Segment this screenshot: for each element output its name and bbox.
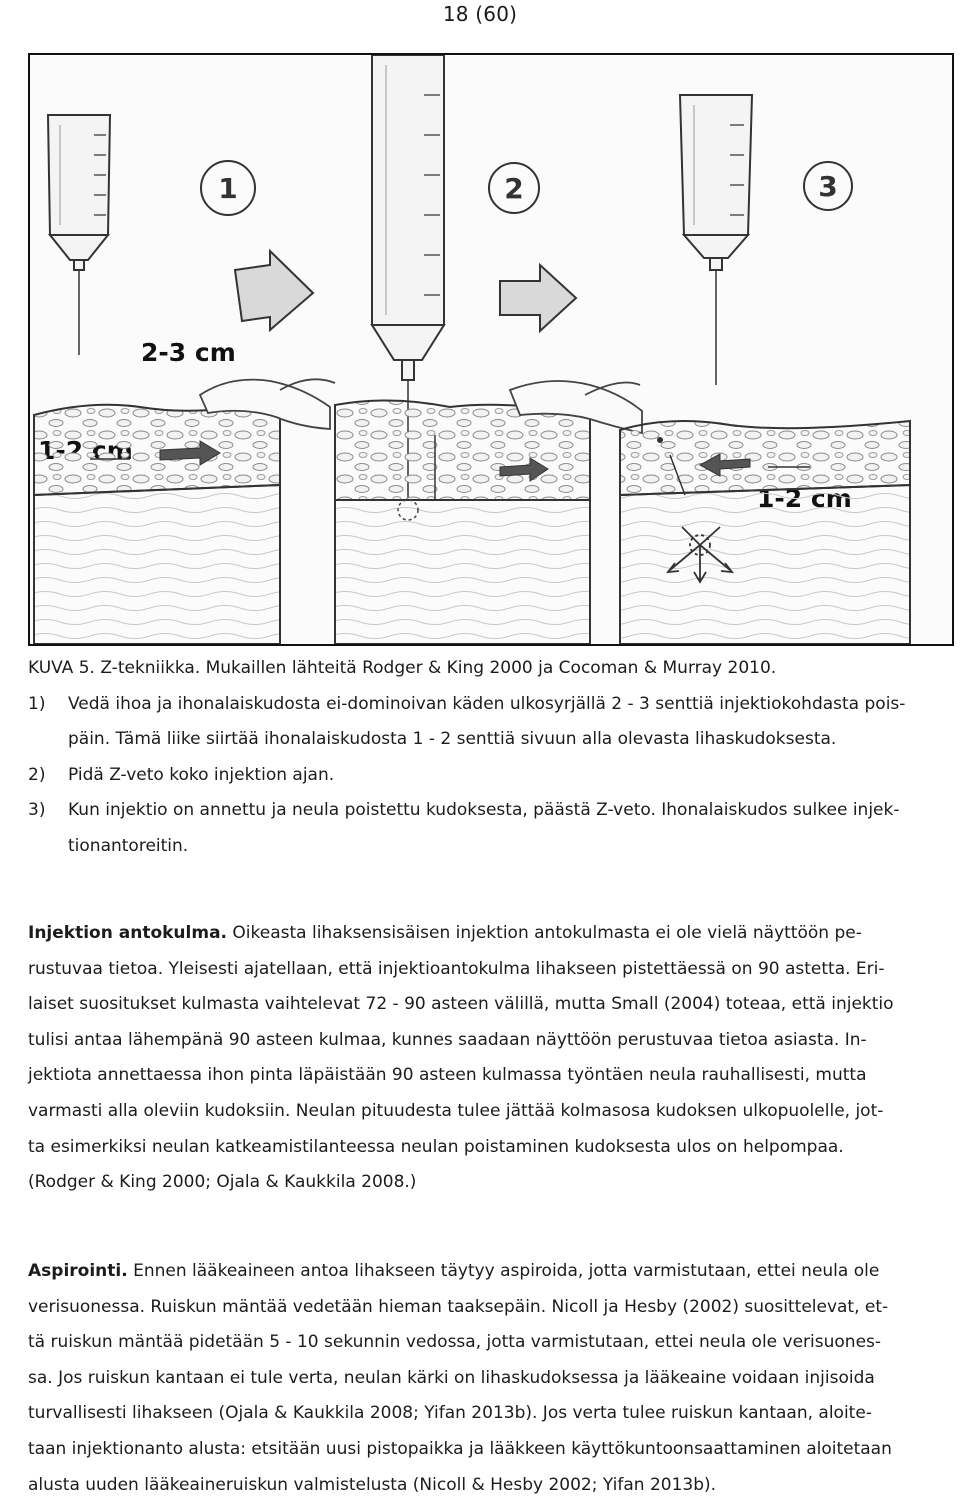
caption-title: KUVA 5. Z-tekniikka. Mukaillen lähteitä Rodger & King 2000 ja Cocoman & Murray 2010.	[28, 658, 777, 678]
caption-step-1	[28, 687, 938, 758]
injection-angle-line-5: jektiota annettaessa ihon pinta läpäistään 90 asteen kulmassa työntäen neula rauhallisesti, mutta	[28, 1065, 867, 1086]
injection-angle-line-6: varmasti alla oleviin kudoksiin. Neulan pituudesta tulee jättää kolmasosa kudoksen ulkopuolelle, jot-	[28, 1100, 884, 1121]
aspiration-line-1: Ennen lääkeaineen antoa lihakseen täytyy aspiroida, jotta varmistutaan, ettei neula ole	[133, 1261, 880, 1281]
figure-caption	[28, 651, 938, 865]
measure-label-2-3cm: 2-3 cm	[141, 338, 236, 367]
heading-injection-angle: Injektion antokulma.	[28, 923, 228, 943]
page-number: 18 (60)	[442, 2, 518, 26]
aspiration-line-5: turvallisesti lihakseen (Ojala & Kaukkila 2008; Yifan 2013b). Jos verta tulee ruiskun kantaan, aloite-	[28, 1403, 872, 1424]
step-3-label: 3	[818, 170, 838, 203]
step-1-marker	[201, 161, 255, 215]
paragraph-injection-angle	[28, 916, 940, 1201]
syringe-1-icon	[48, 115, 110, 355]
caption-step-1-line-2: päin. Tämä liike siirtää ihonalaiskudosta 1 - 2 senttiä sivuun alla olevasta lihaskudoksesta.	[68, 729, 837, 750]
caption-step-3-line-2: tionantoreitin.	[68, 835, 189, 856]
injection-angle-line-1: Oikeasta lihaksensisäisen injektion antokulmasta ei ole vielä näyttöön pe-	[232, 923, 862, 943]
caption-step-3-number: 3)	[28, 800, 46, 821]
tissue-block-1	[34, 400, 280, 644]
aspiration-line-3: tä ruiskun mäntää pidetään 5 - 10 sekunnin vedossa, jotta varmistutaan, ettei neula ole verisuones-	[28, 1332, 882, 1353]
syringe-3-icon	[680, 95, 752, 385]
step-2-label: 2	[504, 172, 524, 205]
aspiration-line-2: verisuonessa. Ruiskun mäntää vedetään hieman taaksepäin. Nicoll ja Hesby (2002) suosittelevat, et-	[28, 1296, 889, 1317]
step-3-marker	[804, 162, 852, 210]
caption-step-2-number: 2)	[28, 764, 46, 785]
caption-step-2-line-1: Pidä Z-veto koko injektion ajan.	[68, 764, 335, 785]
injection-angle-line-3: laiset suositukset kulmasta vaihtelevat 72 - 90 asteen välillä, mutta Small (2004) toteaa, että injektio	[28, 994, 894, 1015]
injection-angle-line-2: rustuvaa tietoa. Yleisesti ajatellaan, että injektioantokulma lihakseen pistettäessä on 90 astetta. Eri-	[28, 958, 885, 979]
aspiration-line-4: sa. Jos ruiskun kantaan ei tule verta, neulan kärki on lihaskudoksessa ja lääkeaine voidaan injisoida	[28, 1367, 875, 1388]
caption-step-3	[28, 793, 938, 864]
tissue-block-2	[335, 400, 590, 644]
paragraph-aspiration	[28, 1254, 940, 1503]
heading-aspiration: Aspirointi.	[28, 1261, 128, 1281]
injection-angle-line-4: tulisi antaa lähempänä 90 asteen kulmaa, kunnes saadaan näyttöön perustuvaa tietoa asiasta. In-	[28, 1029, 867, 1050]
injection-angle-line-8: (Rodger & King 2000; Ojala & Kaukkila 2008.)	[28, 1172, 417, 1193]
arrow-2-to-3-icon	[500, 265, 576, 331]
aspiration-line-6: taan injektionanto alusta: etsitään uusi pistopaikka ja lääkkeen käyttökuntoonsaattaminen aloitetaan	[28, 1438, 892, 1459]
caption-step-3-line-1: Kun injektio on annettu ja neula poistettu kudoksesta, päästä Z-veto. Ihonalaiskudos sulkee injek-	[68, 800, 900, 821]
step-1-label: 1	[218, 172, 238, 205]
step-2-marker	[489, 163, 539, 213]
z-technique-illustration	[28, 53, 954, 646]
caption-step-2	[28, 758, 938, 794]
caption-step-1-line-1: Vedä ihoa ja ihonalaiskudosta ei-dominoivan käden ulkosyrjällä 2 - 3 senttiä injektiokohdasta pois-	[68, 693, 906, 714]
aspiration-line-7: alusta uuden lääkeaineruiskun valmistelusta (Nicoll & Hesby 2002; Yifan 2013b).	[28, 1474, 717, 1495]
injection-angle-line-7: ta esimerkiksi neulan katkeamistilanteessa neulan poistaminen kudoksesta ulos on helpompaa.	[28, 1136, 844, 1157]
caption-step-1-number: 1)	[28, 693, 46, 714]
arrow-1-to-2-icon	[235, 251, 313, 330]
tissue-block-3	[620, 421, 910, 644]
